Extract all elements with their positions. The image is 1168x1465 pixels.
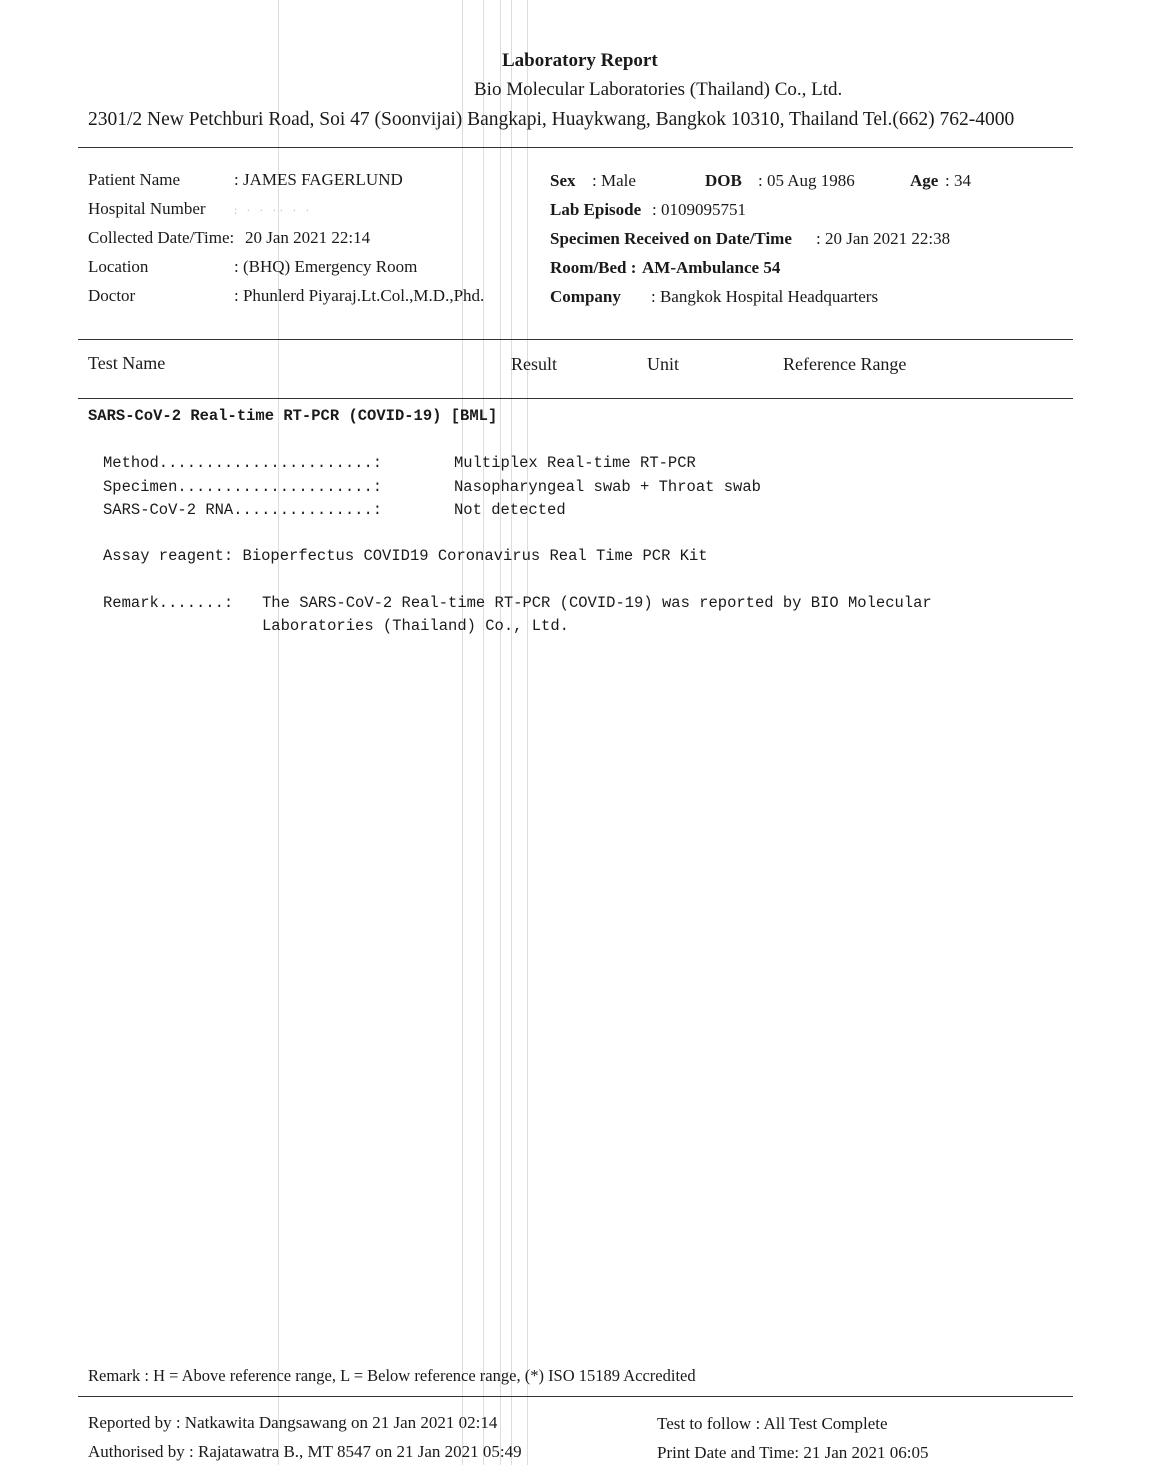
reference-legend: Remark : H = Above reference range, L = Below reference range, (*) ISO 15189 Accredited — [88, 1366, 696, 1385]
specimen-received-value: : 20 Jan 2021 22:38 — [816, 229, 951, 248]
age-label: Age — [910, 171, 939, 190]
collected-label: Collected Date/Time: — [88, 228, 235, 247]
specimen-label: Specimen.....................: — [103, 478, 383, 496]
lab-episode-value: : 0109095751 — [652, 200, 746, 219]
report-title: Laboratory Report — [502, 50, 658, 71]
doctor-label: Doctor — [88, 286, 136, 305]
rna-label: SARS-CoV-2 RNA...............: — [103, 501, 383, 519]
sex-value: : Male — [592, 171, 636, 190]
method-value: Multiplex Real-time RT-PCR — [454, 454, 696, 472]
company-address: 2301/2 New Petchburi Road, Soi 47 (Soonvijai) Bangkapi, Huaykwang, Bangkok 10310, Thailand Tel.(662) 762-4000 — [88, 109, 1015, 130]
scan-line — [500, 0, 501, 1465]
lab-episode-label: Lab Episode — [550, 200, 642, 219]
sex-label: Sex — [550, 171, 576, 190]
print-date: Print Date and Time: 21 Jan 2021 06:05 — [657, 1443, 929, 1462]
doctor-value: : Phunlerd Piyaraj.Lt.Col.,M.D.,Phd. — [234, 286, 485, 305]
collected-value: 20 Jan 2021 22:14 — [245, 228, 371, 247]
column-reference-range: Reference Range — [783, 354, 907, 374]
scan-line — [511, 0, 512, 1465]
rna-value: Not detected — [454, 501, 566, 519]
company-value: : Bangkok Hospital Headquarters — [651, 287, 879, 306]
dob-label: DOB — [705, 171, 742, 190]
column-result: Result — [511, 354, 558, 374]
divider — [78, 398, 1073, 399]
authorised-by: Authorised by : Rajatawatra B., MT 8547 on 21 Jan 2021 05:49 — [88, 1442, 522, 1461]
reported-by: Reported by : Natkawita Dangsawang on 21 Jan 2021 02:14 — [88, 1413, 498, 1432]
test-title: SARS-CoV-2 Real-time RT-PCR (COVID-19) [BML] — [88, 407, 498, 425]
location-label: Location — [88, 257, 149, 276]
divider — [78, 339, 1073, 340]
patient-name-value: : JAMES FAGERLUND — [234, 170, 403, 189]
column-unit: Unit — [647, 354, 680, 374]
hospital-number-label: Hospital Number — [88, 199, 206, 218]
scan-line — [278, 0, 279, 1465]
specimen-received-label: Specimen Received on Date/Time — [550, 229, 792, 248]
hospital-number-value: : · · ·· · · — [234, 203, 313, 217]
patient-name-label: Patient Name — [88, 170, 181, 189]
remark-label: Remark.......: — [103, 594, 234, 612]
scan-line — [462, 0, 463, 1465]
specimen-value: Nasopharyngeal swab + Throat swab — [454, 478, 761, 496]
divider — [78, 147, 1073, 148]
location-value: : (BHQ) Emergency Room — [234, 257, 418, 276]
remark-line-1: The SARS-CoV-2 Real-time RT-PCR (COVID-19) was reported by BIO Molecular — [262, 594, 932, 612]
company-label: Company — [550, 287, 621, 306]
scan-line — [527, 0, 528, 1465]
room-bed-value: AM-Ambulance 54 — [642, 258, 781, 277]
method-label: Method.......................: — [103, 454, 383, 472]
room-bed-label: Room/Bed : — [550, 258, 637, 277]
test-to-follow: Test to follow : All Test Complete — [657, 1414, 888, 1433]
remark-line-2: Laboratories (Thailand) Co., Ltd. — [262, 617, 569, 635]
divider — [78, 1396, 1073, 1397]
column-test-name: Test Name — [88, 353, 166, 373]
company-name: Bio Molecular Laboratories (Thailand) Co., Ltd. — [474, 79, 843, 100]
dob-value: : 05 Aug 1986 — [758, 171, 855, 190]
age-value: : 34 — [945, 171, 971, 190]
assay-reagent: Assay reagent: Bioperfectus COVID19 Coronavirus Real Time PCR Kit — [103, 547, 708, 565]
scan-line — [483, 0, 484, 1465]
